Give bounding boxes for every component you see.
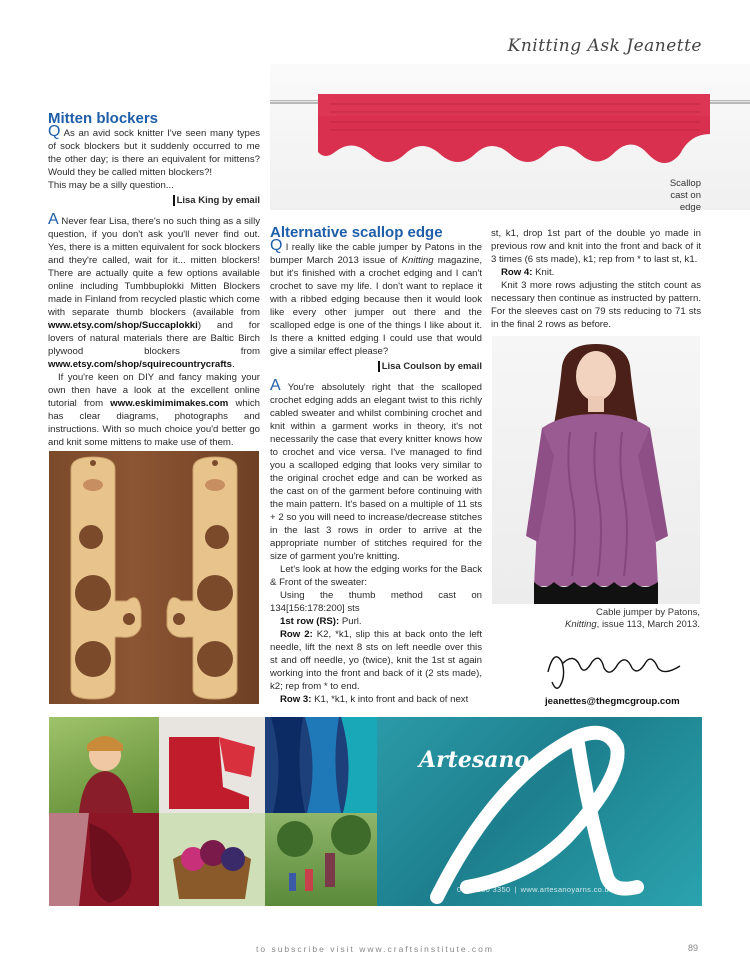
row-4: Row 4: Knit. [501, 267, 555, 278]
cable-jumper-photo [492, 336, 700, 604]
mitten-answer-1: A Never fear Lisa, there's no such thing as a silly question, if you don't ask you'll never find out. Yes, there is a mitten equivalent for sock blockers and they're called, wait for it... mitten blockers! There are actually quite a few options available online including Tumbbuplokki Mitten Blockers made in Finland from recycled plastic which come with separate thumb blockers (available from www.etsy.com/shop/Succaplokki) and for lovers of natural materials there are Baltic Birch plywood blockers from www.etsy.com/shop/squirecountrycrafts. [48, 211, 260, 370]
link-eskimimimakes[interactable]: www.eskimimimakes.com [110, 398, 229, 409]
mitten-blockers-column [48, 110, 260, 449]
advert-photo-grid [49, 717, 377, 906]
jumper-caption: Cable jumper by Patons, Knitting, issue 113, March 2013. [564, 607, 700, 630]
scallop-signature: Lisa Coulson by email [270, 360, 482, 373]
row-2: Row 2: K2, *k1, slip this at back onto the left needle, lift the next 8 sts on left needle over this st and off needle, yo (twice), knit the 1st st again working into the front and back of it (2 sts made), k2; rep from * to end. [270, 629, 482, 692]
boots-photo-tile [159, 717, 265, 813]
scallop-continued-column [491, 227, 701, 331]
row-1: 1st row (RS): Purl. [280, 616, 362, 627]
mitten-question: Q As an avid sock knitter I've seen many types of sock blockers but it suddenly occurred to me the other day; is there an equivalent for mittens? Would they be called mitten blockers?! [48, 123, 261, 178]
footer-subscribe[interactable]: to subscribe visit www.craftsinstitute.com [256, 944, 494, 954]
section-header: Knitting Ask Jeanette [507, 36, 702, 56]
mitten-signature: Lisa King by email [48, 194, 260, 207]
yarn-skeins-tile [265, 717, 377, 813]
mitten-answer-2: If you're keen on DIY and fancy making your own then have a look at the excellent online tutorial from www.eskimimimakes.com which has clear diagrams, photographs and instructions. With so much choice you'd better go and knit some mittens to make use of them. [48, 372, 260, 448]
mitten-blockers-photo [49, 451, 259, 704]
scallop-caption: Scallop cast on edge [669, 178, 701, 213]
advert-contact: 0118 950 3350 | www.artesanoyarns.co.uk [457, 885, 614, 894]
artesano-advert[interactable] [49, 717, 702, 906]
jeanette-signature [540, 642, 690, 692]
scallop-answer-4: Knit 3 more rows adjusting the stitch count as necessary then continue as instructed by pattern. For the sleeves cast on 79 sts reducing to 71 sts in the final 2 rows as before. [491, 280, 701, 330]
family-photo-tile [265, 813, 377, 906]
scallop-answer-3: Using the thumb method cast on 134[156:178:200] sts [270, 590, 482, 614]
link-succaplokki[interactable]: www.etsy.com/shop/Succaplokki [48, 320, 198, 331]
artesano-logo: Artesano [419, 747, 530, 773]
jeanette-email[interactable]: jeanettes@thegmcgroup.com [545, 696, 680, 707]
scallop-heading: Alternative scallop edge [270, 224, 443, 241]
knit-sock-tile [49, 813, 159, 906]
scallop-edge-column [270, 224, 482, 706]
mitten-heading: Mitten blockers [48, 110, 159, 127]
page-number: 89 [687, 943, 698, 953]
child-photo-tile [49, 717, 159, 813]
row-3-continued: st, k1, drop 1st part of the double yo made in previous row and knit into the front and back of it 3 times (6 sts made), k1; rep from * to last st, k1. [491, 228, 701, 265]
yarn-basket-tile [159, 813, 265, 906]
scallop-answer-2: Let's look at how the edging works for the Back & Front of the sweater: [270, 564, 482, 588]
scallop-answer-1: A You're absolutely right that the scalloped crochet edging adds an elegant twist to this richly cabled sweater and whilst combining crochet and knit within a garment works in theory, it's not necessarily the case that every knitter knows how to crochet and vice versa. I've managed to find you a scalloped edging that looks very similar to the original crochet edge and can be worked as the cast on of the garment before continuing with the main pattern. It's based on a multiple of 11 sts + 2 so you will need to increase/decrease stitches in the last 3 rows in order to arrive at the appropriate number of stitches required for the size of garment you're knitting. [270, 377, 482, 562]
row-3: Row 3: K1, *k1, k into front and back of next [280, 694, 469, 705]
scallop-question: Q I really like the cable jumper by Patons in the bumper March 2013 issue of Knitting magazine, but it's finished with a crochet edging and I can't crochet to save my life. I don't want to replace it with a ribbed edging because then it would look like every other jumper out there and the scalloped edge is one of the things I like about it. Is there a knitted edging I could use that would give a similar effect please? [270, 237, 482, 357]
mitten-question-2: This may be a silly question... [48, 180, 174, 191]
link-squirecountrycrafts[interactable]: www.etsy.com/shop/squirecountrycrafts [48, 359, 232, 370]
artesano-brand-panel [377, 717, 702, 906]
